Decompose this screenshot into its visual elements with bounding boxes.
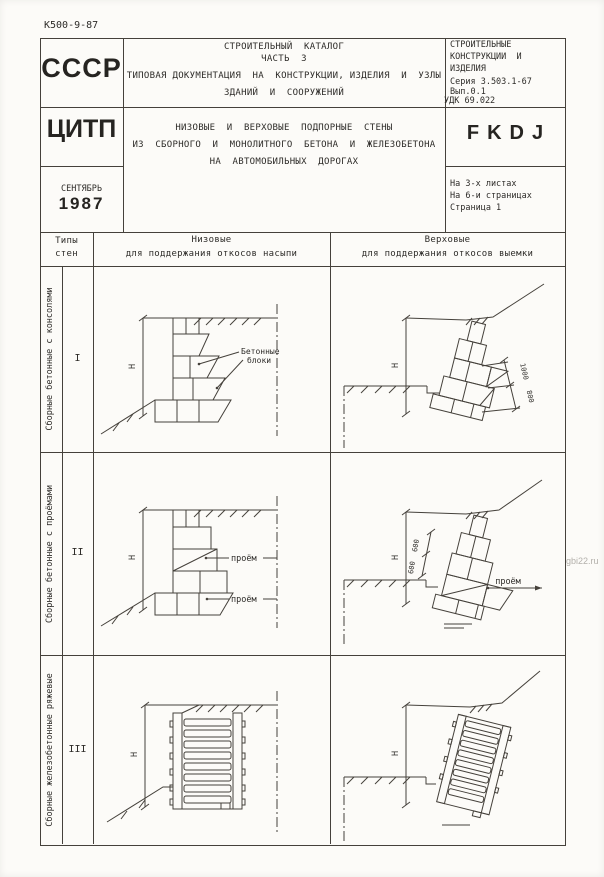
series-number: Серия 3.503.1-67 bbox=[450, 77, 532, 87]
catalog-title-line1: СТРОИТЕЛЬНЫЙ КАТАЛОГ bbox=[223, 42, 345, 52]
diagram-type1-low-wall bbox=[93, 266, 330, 452]
dim-label-800: 800 bbox=[524, 389, 536, 404]
issue-month: СЕНТЯБРЬ bbox=[61, 184, 102, 194]
opening-callout-2: проём bbox=[231, 595, 257, 605]
doc-code: К500-9-87 bbox=[44, 20, 99, 31]
height-dim-label: Н bbox=[391, 554, 401, 560]
wall-drawing bbox=[344, 284, 544, 448]
site-watermark: gbi22.ru bbox=[566, 556, 599, 566]
row-type-label-2: Сборные бетонные с проёмами bbox=[45, 484, 55, 624]
publisher-stamp: ЦИТП bbox=[46, 115, 117, 143]
dim-label-600b: 600 bbox=[406, 560, 418, 575]
diagram-type2-low-wall bbox=[93, 452, 330, 655]
sheets-line2: На 6-и страницах bbox=[450, 191, 532, 201]
grid-line bbox=[123, 38, 124, 232]
grid-line bbox=[445, 166, 565, 167]
dim-label-1000: 1000 bbox=[518, 362, 530, 381]
grid-line bbox=[40, 232, 565, 233]
col-header-types-1: Типы bbox=[55, 236, 78, 246]
height-dim-label: Н bbox=[391, 750, 401, 756]
col-header-low-1: Низовые bbox=[191, 235, 232, 245]
diagram-type3-high-wall bbox=[330, 655, 565, 845]
classification-line1: СТРОИТЕЛЬНЫЕ bbox=[450, 40, 512, 50]
country-stamp: СССР bbox=[41, 53, 122, 83]
classification-line2: КОНСТРУКЦИИ И bbox=[450, 52, 522, 62]
wall-drawing bbox=[107, 691, 277, 833]
col-header-low-2: для поддержания откосов насыпи bbox=[125, 249, 298, 259]
grid-line bbox=[40, 107, 565, 108]
wall-drawing bbox=[101, 304, 277, 436]
diagram-type3-low-wall bbox=[93, 655, 330, 845]
dim-label-600a: 600 bbox=[410, 538, 422, 553]
sheets-line1: На 3-х листах bbox=[450, 179, 517, 189]
classification-line3: ИЗДЕЛИЯ bbox=[450, 64, 486, 74]
opening-callout-1: проём bbox=[231, 554, 257, 564]
catalog-title-line2: ЧАСТЬ 3 bbox=[261, 54, 307, 64]
classification-code: FKDJ bbox=[466, 122, 552, 144]
doc-title-line1: НИЗОВЫЕ И ВЕРХОВЫЕ ПОДПОРНЫЕ СТЕНЫ bbox=[175, 123, 393, 133]
doc-title-line2: ИЗ СБОРНОГО И МОНОЛИТНОГО БЕТОНА И ЖЕЛЕЗОБЕТОНА bbox=[132, 140, 436, 150]
height-dim-label: Н bbox=[391, 362, 401, 368]
blocks-callout-line1: Бетонные bbox=[241, 347, 280, 356]
height-dim-label: Н bbox=[128, 554, 138, 560]
catalog-title-line4: ЗДАНИЙ И СООРУЖЕНИЙ bbox=[223, 88, 345, 98]
row-type-label-1: Сборные бетонные с консолями bbox=[45, 287, 55, 431]
height-dim-label: Н bbox=[130, 751, 140, 757]
row-numeral-1: I bbox=[74, 353, 81, 364]
row-numeral-2: II bbox=[71, 547, 84, 558]
col-header-high-1: Верховые bbox=[424, 235, 471, 245]
issue-year: 1987 bbox=[58, 194, 105, 213]
col-header-high-2: для поддержания откосов выемки bbox=[361, 249, 534, 259]
height-dim-label: Н bbox=[128, 363, 138, 369]
wall-drawing bbox=[344, 671, 540, 843]
row-numeral-3: III bbox=[68, 744, 87, 755]
diagram-type2-high-wall bbox=[330, 452, 565, 655]
doc-title-line3: НА АВТОМОБИЛЬНЫХ ДОРОГАХ bbox=[209, 157, 359, 167]
row-type-label-3: Сборные железобетонные ряжевые bbox=[45, 673, 55, 827]
col-header-types-2: стен bbox=[55, 249, 78, 259]
wall-drawing bbox=[344, 480, 542, 646]
udk-number: УДК 69.022 bbox=[444, 96, 496, 106]
issue-number: Вып.0.1 bbox=[450, 87, 486, 97]
catalog-title-line3: ТИПОВАЯ ДОКУМЕНТАЦИЯ НА КОНСТРУКЦИИ, ИЗДЕЛИЯ И УЗЛЫ bbox=[126, 71, 442, 81]
grid-line bbox=[40, 166, 124, 167]
sheets-line3: Страница 1 bbox=[450, 203, 502, 213]
blocks-callout-line2: блоки bbox=[247, 356, 272, 365]
diagram-type1-high-wall bbox=[330, 266, 565, 452]
opening-callout: проём bbox=[495, 577, 521, 587]
